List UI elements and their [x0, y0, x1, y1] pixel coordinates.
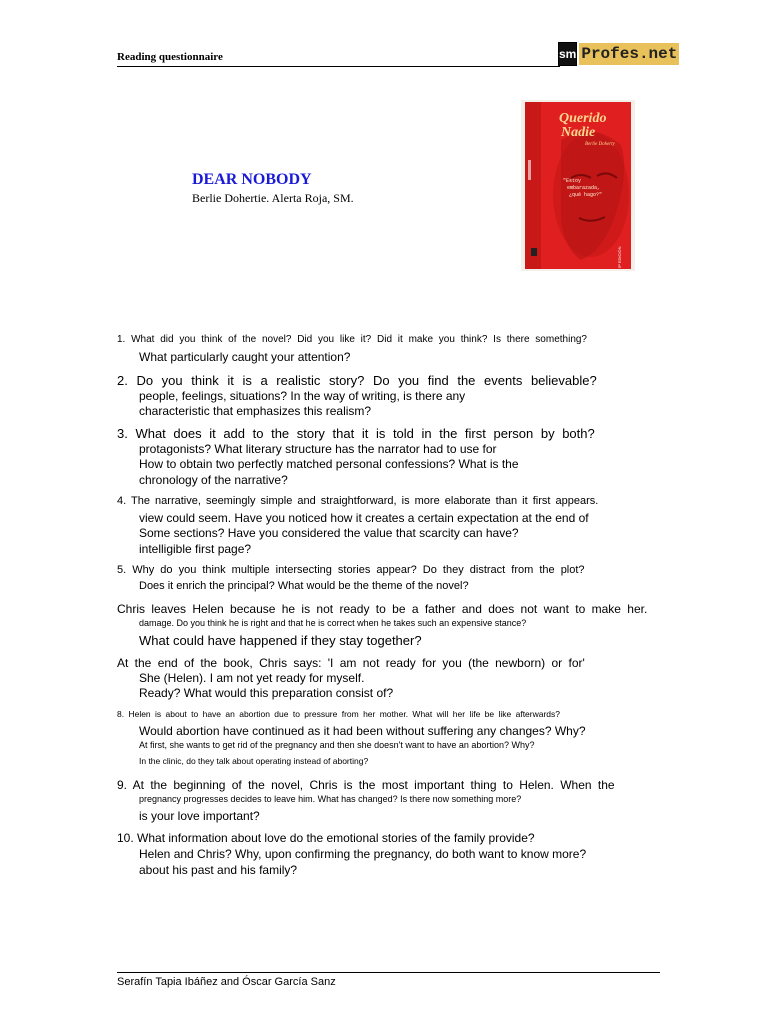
question-line-7: protagonists? What literary structure has the narrator had to use for [139, 442, 497, 456]
profes-net-logo [558, 41, 678, 67]
question-line-9: chronology of the narrative? [139, 473, 288, 487]
question-line-18: What could have happened if they stay together? [139, 633, 422, 648]
book-subtitle: Berlie Dohertie. Alerta Roja, SM. [192, 191, 354, 205]
question-line-8: How to obtain two perfectly matched personal confessions? What is the [139, 457, 519, 471]
question-line-11: view could seem. Have you noticed how it creates a certain expectation at the end of [139, 511, 589, 525]
sm-logo-box: sm [558, 42, 577, 66]
question-line-29: 10. What information about love do the emotional stories of the family provide? [117, 831, 535, 845]
cover-edition: 5ª EDICIÓN [617, 246, 622, 268]
question-line-28: is your love important? [139, 809, 260, 823]
cover-quote-1: "Estoy [563, 178, 582, 184]
question-line-25: In the clinic, do they talk about operating instead of aborting? [139, 756, 369, 766]
question-line-5: characteristic that emphasizes this realism? [139, 404, 372, 418]
question-line-21: Ready? What would this preparation consist of? [139, 686, 394, 700]
cover-quote-3: ¿qué hago?" [569, 192, 603, 198]
cover-title-line2: Nadie [561, 125, 596, 140]
question-line-19: At the end of the book, Chris says: 'I am not ready for you (the newborn) or for' [117, 656, 585, 670]
question-line-22: 8. Helen is about to have an abortion due to pressure from her mother. What will her life be like afterwards? [117, 709, 561, 719]
book-cover-image [521, 100, 635, 271]
footer-authors: Serafín Tapia Ibáñez and Óscar García Sanz [117, 976, 336, 988]
question-line-27: pregnancy progresses decides to leave him. What has changed? Is there now something more? [139, 794, 522, 804]
question-line-24: At first, she wants to get rid of the pregnancy and then she doesn't want to have an abortion? Why? [139, 740, 535, 750]
question-line-26: 9. At the beginning of the novel, Chris is the most important thing to Helen. When the [117, 778, 615, 792]
question-line-3: 2. Do you think it is a realistic story? Do you find the events believable? [117, 373, 597, 388]
page-header [117, 50, 560, 67]
cover-author: Berlie Doherty [585, 142, 615, 147]
question-line-12: Some sections? Have you considered the value that scarcity can have? [139, 526, 519, 540]
question-line-4: people, feelings, situations? In the way of writing, is there any [139, 389, 466, 403]
question-line-2: What particularly caught your attention? [139, 350, 351, 364]
header-title: Reading questionnaire [117, 51, 223, 63]
question-line-6: 3. What does it add to the story that it is told in the first person by both? [117, 426, 595, 441]
book-title: DEAR NOBODY [192, 171, 312, 188]
cover-quote-2: embarazada, [567, 185, 601, 191]
question-line-31: about his past and his family? [139, 863, 298, 877]
question-line-15: Does it enrich the principal? What would be the theme of the novel? [139, 580, 469, 592]
footer-divider [117, 972, 660, 973]
question-line-1: 1. What did you think of the novel? Did you like it? Did it make you think? Is there something? [117, 334, 587, 345]
logo-text: Profes.net [581, 45, 678, 63]
question-line-14: 5. Why do you think multiple intersecting stories appear? Do they distract from the plot? [117, 564, 585, 576]
question-line-17: damage. Do you think he is right and that he is correct when he takes such an expensive stance? [139, 618, 527, 628]
question-line-13: intelligible first page? [139, 542, 252, 556]
question-line-23: Would abortion have continued as it had been without suffering any changes? Why? [139, 724, 586, 738]
cover-title-line1: Querido [559, 111, 607, 126]
question-line-30: Helen and Chris? Why, upon confirming the pregnancy, do both want to know more? [139, 847, 587, 861]
question-line-16: Chris leaves Helen because he is not ready to be a father and does not want to make her. [117, 602, 648, 616]
question-line-20: She (Helen). I am not yet ready for myself. [139, 671, 365, 685]
question-line-10: 4. The narrative, seemingly simple and straightforward, is more elaborate than it first appears. [117, 495, 599, 507]
